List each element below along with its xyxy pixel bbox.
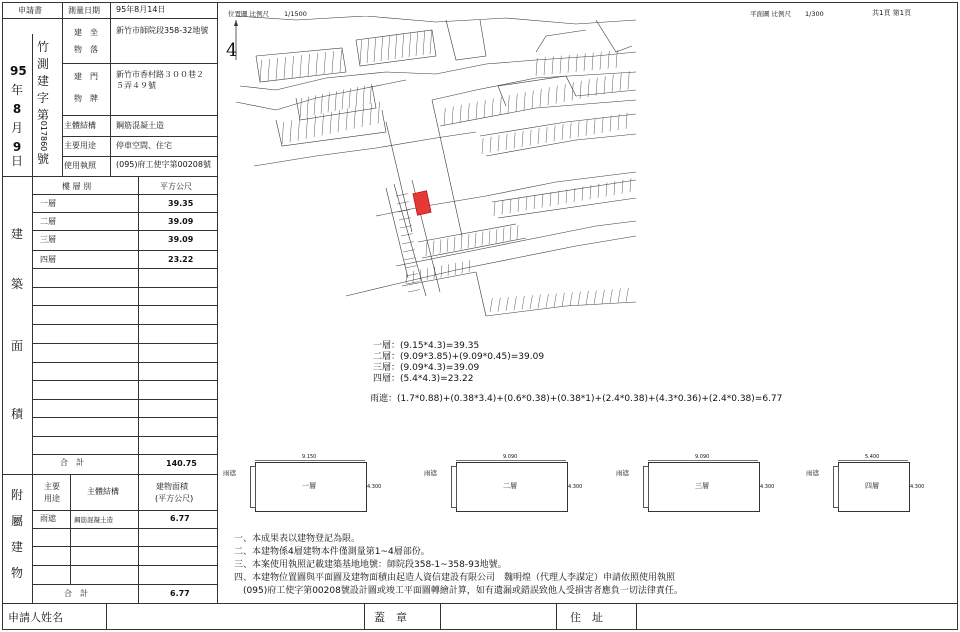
grid-line — [32, 510, 217, 511]
building-side-char-4: 積 — [10, 407, 23, 421]
floor-plan-canopy: 雨遮 — [806, 469, 819, 477]
number-char-4: 字 — [36, 91, 49, 105]
address-label: 住 址 — [570, 611, 603, 624]
application-label: 申請書 — [18, 6, 42, 15]
floor-area: 39.09 — [168, 217, 194, 226]
calculation-line: 三層：(9.09*4.3)=39.09 — [373, 363, 480, 373]
grid-line — [32, 176, 33, 474]
number-char-5: 第 — [36, 108, 49, 122]
floor-plan-canopy: 雨遮 — [616, 469, 629, 477]
floor-name: 四層 — [40, 255, 56, 264]
grid-line — [2, 176, 218, 177]
grid-line — [32, 380, 217, 381]
grid-line — [110, 2, 111, 176]
use-value: 停車空間、住宅 — [116, 141, 172, 150]
note-line: 二、本建物係4層建物本件僅測量第1~4層部份。 — [234, 547, 430, 557]
annex-side-char-1: 附 — [10, 488, 23, 502]
note-line: 三、本案使用執照記載建築基地地號：師院段358-1~358-93地號。 — [234, 560, 507, 570]
col-area-header: 平方公尺 — [160, 182, 192, 191]
grid-line — [32, 362, 217, 363]
building-side-char-2: 築 — [10, 277, 23, 291]
grid-line — [2, 474, 218, 475]
building-side-char-1: 建 — [10, 227, 23, 241]
door-label-2: 物 牌 — [74, 94, 98, 103]
grid-line — [32, 287, 217, 288]
door-label-1: 建 門 — [74, 72, 98, 81]
note-line: 一、本成果表以建物登記為限。 — [234, 534, 361, 544]
permit-label: 使用執照 — [64, 161, 96, 170]
grid-line — [32, 194, 217, 195]
dimension-line — [838, 460, 908, 461]
floor-plan-width: 9.090 — [503, 454, 518, 460]
grid-line — [556, 603, 557, 629]
grid-line — [32, 305, 217, 306]
plan-label: 平面圖 比例尺 — [750, 10, 792, 18]
floor-area: 39.09 — [168, 235, 194, 244]
grid-line — [62, 63, 217, 64]
cadastral-map — [236, 16, 640, 336]
dimension-line — [456, 460, 566, 461]
door-value-2: ５弄４９號 — [116, 81, 156, 90]
floor-plan-width: 5.400 — [865, 454, 880, 460]
building-total-label: 合 計 — [60, 458, 84, 467]
site-value: 新竹市師院段358-32地號 — [116, 26, 209, 35]
grid-line — [32, 230, 217, 231]
annex-row-area: 6.77 — [170, 514, 190, 523]
grid-line — [32, 268, 217, 269]
floor-plan-depth: 4.300 — [910, 484, 925, 490]
floor-plan-name: 三層 — [695, 482, 709, 490]
grid-line — [32, 324, 217, 325]
dimension-line — [648, 460, 758, 461]
floor-plan-width: 9.150 — [302, 454, 317, 460]
grid-line — [2, 18, 218, 19]
applicant-name-field[interactable] — [107, 604, 363, 628]
grid-line — [32, 528, 217, 529]
structure-value: 鋼筋混凝土造 — [116, 121, 164, 130]
permit-value: (095)府工使字第00208號 — [116, 160, 211, 169]
number-suffix: 號 — [36, 152, 49, 166]
date-day-char: 日 — [10, 154, 23, 168]
location-map-scale: 1/1500 — [284, 10, 307, 18]
door-value-1: 新竹市香村路３００巷２ — [116, 70, 204, 79]
north-mark: 4 — [226, 40, 238, 61]
applicant-name-label: 申請人姓名 — [8, 611, 63, 624]
number-char-3: 建 — [36, 74, 49, 88]
canopy-strip — [250, 466, 256, 508]
date-month-char: 月 — [10, 121, 23, 135]
floor-name: 三層 — [40, 235, 56, 244]
floor-name: 二層 — [40, 217, 56, 226]
floor-plan-depth: 4.300 — [760, 484, 775, 490]
seal-label: 蓋 章 — [374, 611, 407, 624]
dimension-line — [255, 460, 365, 461]
annex-col-area-2: (平方公尺) — [155, 494, 194, 503]
annex-col-use-2: 用途 — [44, 494, 60, 503]
col-floor-header: 樓 層 別 — [62, 182, 92, 191]
calculation-line: 一層：(9.15*4.3)=39.35 — [373, 341, 480, 351]
floor-area: 23.22 — [168, 255, 194, 264]
floor-plan-depth: 4.300 — [568, 484, 583, 490]
floor-plan-name: 二層 — [503, 482, 517, 490]
floor-plan-name: 一層 — [302, 482, 316, 490]
annex-row-structure: 鋼筋混凝土造 — [74, 516, 113, 524]
annex-row-use: 雨遮 — [40, 514, 56, 523]
grid-line — [32, 399, 217, 400]
number-char-2: 測 — [36, 57, 49, 71]
grid-line — [32, 417, 217, 418]
date-year-char: 年 — [10, 83, 23, 97]
annex-total-value: 6.77 — [170, 589, 190, 598]
grid-line — [32, 212, 217, 213]
date-year: 95 — [10, 64, 27, 78]
left-panel-border — [217, 2, 218, 603]
date-day: 9 — [12, 140, 22, 154]
grid-line — [62, 2, 63, 176]
annex-side-char-4: 物 — [10, 566, 23, 580]
annex-total-label: 合 計 — [64, 589, 88, 598]
floor-plan-canopy: 雨遮 — [424, 469, 437, 477]
building-total-value: 140.75 — [166, 459, 197, 468]
use-label: 主要用途 — [64, 141, 96, 150]
annex-col-use-1: 主要 — [44, 482, 60, 491]
grid-line — [32, 565, 217, 566]
note-line: (095)府工使字第00208號設計圖或竣工平面圖轉繪計算，如有遺漏或錯誤致他人受損害者應負一切法律責任。 — [234, 586, 683, 596]
number-char-1: 竹 — [36, 40, 49, 54]
grid-line — [62, 136, 217, 137]
grid-line — [364, 603, 365, 629]
grid-line — [32, 584, 217, 585]
survey-number: 017860 — [39, 120, 48, 152]
calculation-line: 四層：(5.4*4.3)=23.22 — [373, 374, 474, 384]
seal-field[interactable] — [441, 604, 555, 628]
grid-line — [32, 454, 217, 455]
floor-plan-name: 四層 — [865, 482, 879, 490]
site-label-1: 建 坐 — [74, 28, 98, 37]
calculation-line: 二層：(9.09*3.85)+(9.09*0.45)=39.09 — [373, 352, 545, 362]
structure-label: 主體結構 — [64, 121, 96, 130]
grid-line — [138, 176, 139, 474]
location-map-label: 位置圖 比例尺 — [228, 10, 270, 18]
floor-plan-width: 9.090 — [695, 454, 710, 460]
grid-line — [62, 115, 217, 116]
plan-scale: 1/300 — [805, 10, 824, 18]
floor-area: 39.35 — [168, 199, 194, 208]
annex-side-char-2: 屬 — [10, 514, 23, 528]
annex-col-structure: 主體結構 — [87, 487, 119, 496]
building-side-char-3: 面 — [10, 339, 23, 353]
grid-line — [32, 343, 217, 344]
annex-side-char-3: 建 — [10, 540, 23, 554]
grid-line — [32, 546, 217, 547]
canopy-strip — [833, 466, 839, 508]
address-field[interactable] — [637, 604, 955, 628]
canopy-strip — [451, 466, 457, 508]
floor-name: 一層 — [40, 199, 56, 208]
site-label-2: 物 落 — [74, 45, 98, 54]
grid-line — [32, 250, 217, 251]
canopy-strip — [643, 466, 649, 508]
date-month: 8 — [12, 102, 22, 116]
survey-date-value: 95年8月14日 — [116, 5, 166, 14]
page-count: 共1頁 第1頁 — [872, 9, 912, 17]
floor-plan-depth: 4.300 — [367, 484, 382, 490]
note-line: 四、本建物位置圖與平面圖及建物面積由起造人資信建設有限公司 魏明煌（代理人李謀定）申請依照使用執照 — [234, 573, 676, 583]
grid-line — [70, 474, 71, 584]
survey-date-label: 測量日期 — [68, 6, 100, 15]
grid-line — [32, 436, 217, 437]
grid-line — [62, 156, 217, 157]
annex-col-area-1: 建物面積 — [156, 482, 188, 491]
canopy-calculation: 雨遮：(1.7*0.88)+(0.38*3.4)+(0.6*0.38)+(0.38*1)+(2.4*0.38)+(4.3*0.36)+(2.4*0.38)=6.77 — [370, 394, 783, 404]
floor-plan-canopy: 雨遮 — [223, 469, 236, 477]
grid-line — [32, 34, 33, 176]
